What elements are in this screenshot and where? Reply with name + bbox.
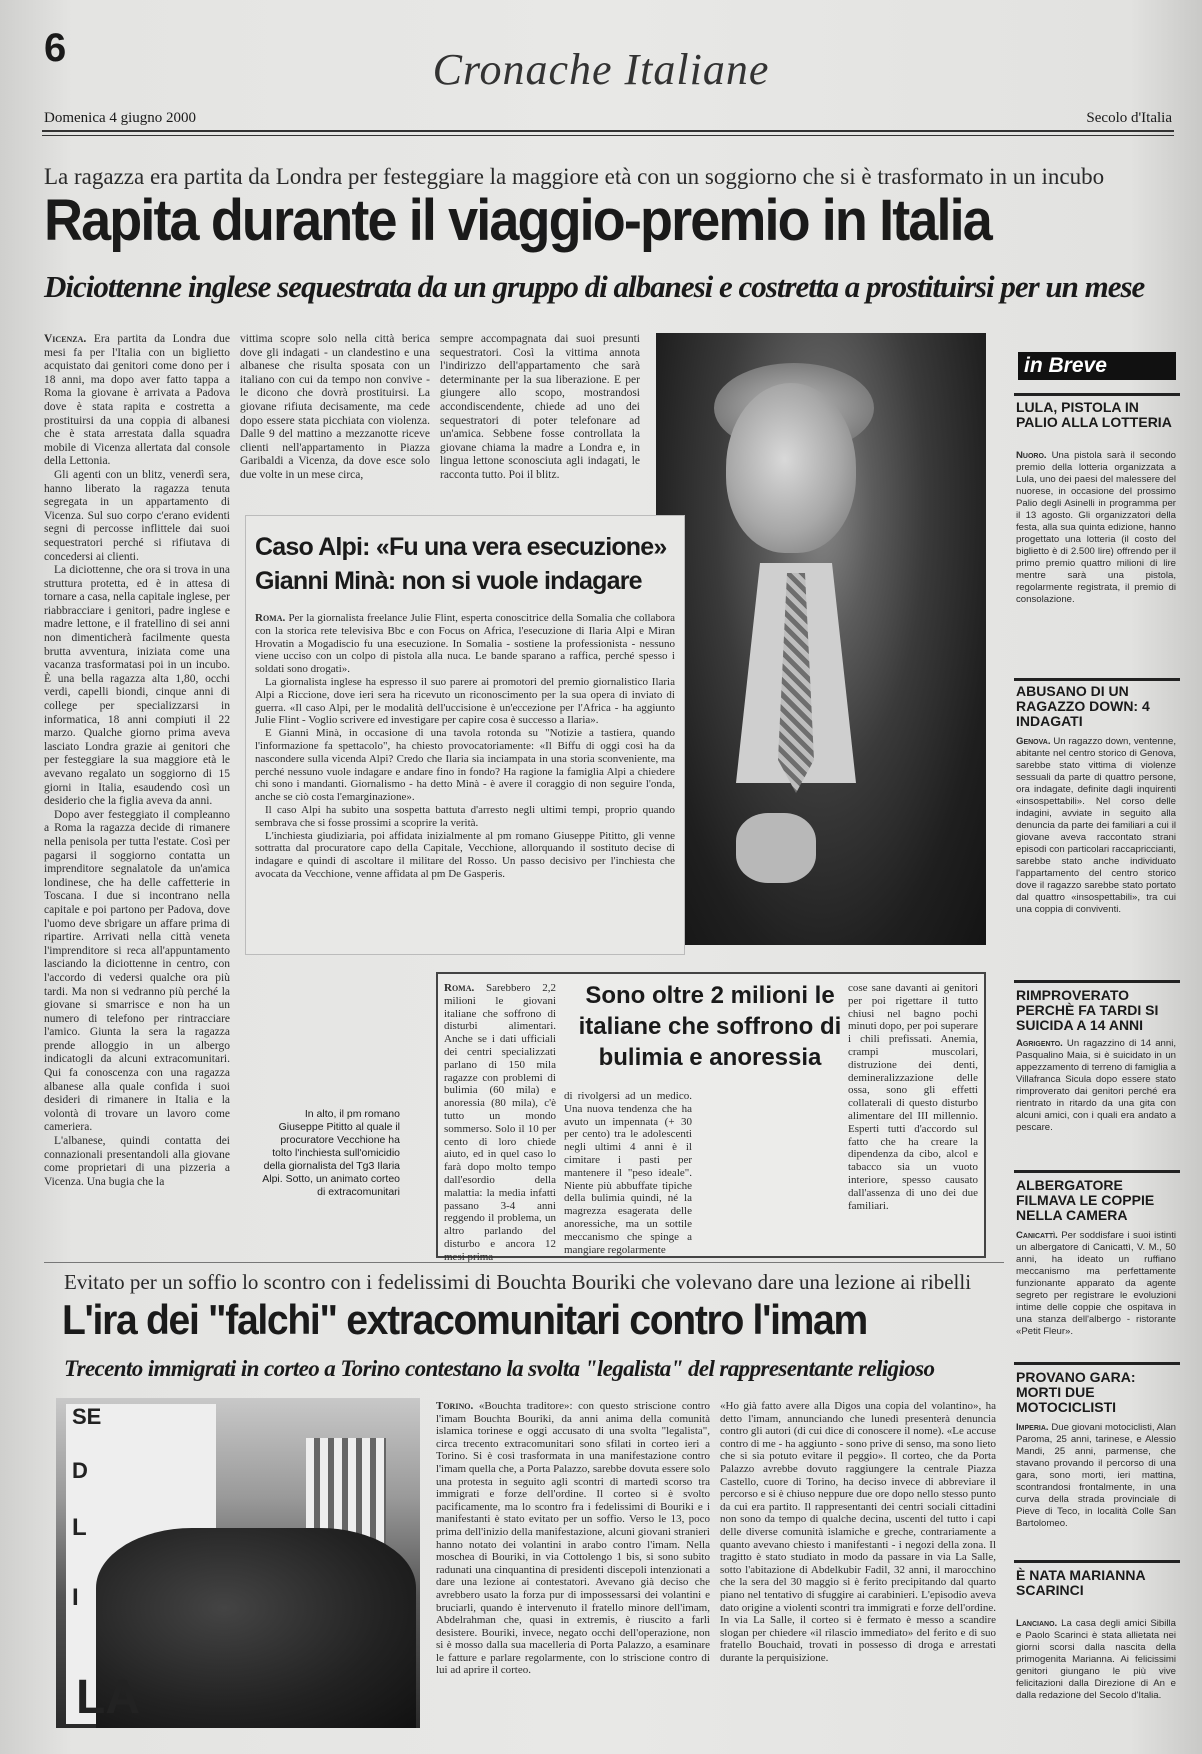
in-breve-header: in Breve: [1018, 352, 1176, 380]
brief-dateline: Canicattì.: [1016, 1230, 1058, 1241]
banner-text: L: [72, 1514, 87, 1541]
alpi-paragraph: E Gianni Minà, in occasione di una tavola rotonda su "Notizie a tastiera, quando l'informazione fa spettacolo", ha chiesto provocatoriamente: «Il Biffu di oggi così ha da nascondere sulla vicenda Alpi? Credo che Ilaria sia inciampata in una storia sconveniente, ma perché nessuno vuole indagare e andare fino in fondo? Ha ragione la famiglia Alpi a chiedere chi sono i mandanti. Giornalismo - ha detto Minà - è avere il coraggio di non seguire l'onda, anche se ciò costa l'emarginazione».: [255, 727, 675, 804]
brief-title: PROVANO GARA: MORTI DUE MOTOCICLISTI: [1016, 1369, 1136, 1415]
alpi-paragraph: Per la giornalista freelance Julie Flint, esperta conoscitrice della Somalia che collabora con la storica rete televisiva Bbc e con Focus on Africa, l'esecuzione di Ilaria Alpi e Miran Hrovatin a Mogadiscio fu una esecuzione. In Somalia - sostiene la professionista - nessuno viene ucciso con un colpo di pistola alla nuca. Le bande sparano a raffica, perché spesso i soldati sono drogati».: [255, 612, 676, 676]
brief-body: Due giovani motociclisti, Alan Paroma, 25 anni, tarinese, e Alessio Mandi, 25 anni, parmense, che stavano provando il percorso di una gara, sono morti, ieri mattina, scontrandosi frontalmente, in una curva della strada provinciale di Pieve di Teco, in località Colle San Bartolomeo.: [1016, 1422, 1176, 1529]
bulimia-column-4: [848, 982, 978, 1250]
imam-subhead: Trecento immigrati in corteo a Torino contestano la svolta "legalista" del rappresentante religioso: [64, 1356, 935, 1381]
lead-kicker: La ragazza era partita da Londra per festeggiare la maggiore età con un soggiorno che si è trasformato in un incubo: [44, 164, 1105, 189]
banner-text: LA: [76, 1671, 140, 1724]
lead-paragraph: sempre accompagnata dai suoi presunti sequestratori. Così la vittima annota l'indirizzo dell'appartamento che sarà determinante per la sua liberazione. E per giungere allo scopo, mostrandosi accondiscendente, chiede ad uno dei sequestratori di poter telefonare ad un'amica. Sebbene fosse controllata la giovane chiama la madre a Londra e, in lingua lettone sconosciuta agli indagati, le racconta tutto. Poi il blitz.: [440, 333, 640, 481]
brief-text: [1016, 1422, 1176, 1552]
masthead-rule-thin: [42, 135, 1174, 136]
lead-subhead: Diciottenne inglese sequestrata da un gruppo di albanesi e costretta a prostituirsi per un mese: [44, 269, 1145, 304]
imam-paragraph: «Bouchta traditore»: con questo striscione contro l'imam Bouchta Bouriki, da anni anima della comunità islamica torinese e oggi accusato di una svolta "legalista", circa trecento extracomunitari sono sfilati in corteo ieri a Torino. Si è così trasformata in una manifestazione contro l'imam quella che, a Porta Palazzo, sarebbe dovuta essere solo una protesta in seguito agli scontri di martedì scorso tra immigrati e forze dell'ordine. Il corteo si è svolto pacificamente, ma lo scontro fra i fedelissimi di Bouriki e i manifestanti è stato evitato per un soffio. Verso le 13, poco prima dell'inizio della manifestazione, alcuni giovani stranieri hanno notato dei volantini in arabo contro l'imam. Nella moschea di Bouriki, in via Cottolengo 1 bis, si sono subito radunati una cinquantina di presidenti discepoli intenzionati a dare una lezione ai contestatori. Avevano già deciso che avrebbero usato la forza pur di impossessarsi dei volantini e bruciarli, quando è intervenuto il fratello minore dell'imam, Abdelrahman che, quasi in extremis, è riuscito a farli desistere. Bouriki, invece, negato occhi dell'operazione, non si è mosso dalla sua macelleria di Porta Palazzo, a esaminare le fatture e parlare regolarmente, con lo striscione contro di lui ad aprire il corteo.: [436, 1400, 711, 1677]
lead-paragraph: La diciottenne, che ora si trova in una struttura protetta, ed è in attesa di tornare a casa, nella capitale inglese, per riabbracciare i genitori, padre inglese e madre lettone, e il fratellino di sei anni non dimenticherà facilmente questa brutta avventura, iniziata come una vacanza trasformatasi poi in un incubo. È una bella ragazza alta 1,80, occhi verdi, capelli biondi, cinque anni di college per specializzarsi in informatica, 18 anni compiuti il 22 marzo. Qualche giorno prima aveva lasciato Londra grazie ai genitori che per festeggiare la sua maggiore età le avevano regalato un soggiorno di 15 giorni in Italia, esaudendo così un desiderio che la figlia aveva da anni.: [44, 564, 230, 808]
section-title: Cronache Italiane: [432, 45, 770, 94]
imam-paragraph: «Ho già fatto avere alla Digos una copia del volantino», ha detto l'imam, annunciando che lunedì presenterà denuncia contro gli autori (di cui dice di conoscere il nome). «Le accuse contro di me - ha aggiunto - sono prive di senso, ma sono lieto che si sia potuto evitare il peggio». Il corteo, che da Porta Palazzo avrebbe dovuto raggiungere la centrale Piazza Castello, cuore di Torino, ha deciso invece di abbreviare il percorso e si è chiuso neppure due ore dopo nello stesso punto da cui era partito. Il rappresentanti dei centri sociali cittadini non sono da tempo di qualche decina, uscenti del tutto i capi delle diverse comunità islamiche e greche, contrariamente a quanto avevano chiesto i manifestanti - i negozi della zona. Il tragitto è stato studiato in modo da passare in via La Salle, sotto l'abitazione di Abdelkubir Fadil, 32 anni, il marocchino che la sera del 30 maggio si è ferito precipitando dal quarto piano nel tentativo di sfuggire ai carabinieri. L'episodio aveva dato origine a violenti scontri tra immigrati e forze dell'ordine. In via La Salle, il corteo si è fermato è messo a scandire slogan per chiedere «il rilascio immediato» del ferito e di suo fratello Bouchaid, trovati in possesso di droga e arrestati durante la perquisizione.: [720, 1400, 996, 1664]
alpi-headline-line-1: Caso Alpi: «Fu una vera esecuzione»: [255, 533, 667, 561]
imam-column-1: [436, 1400, 710, 1742]
photo-caption: In alto, il pm romano Giuseppe Pititto al quale il procuratore Vecchione ha tolto l'inchiesta sull'omicidio della giornalista del Tg3 Ilaria Alpi. Sotto, un animato corteo di extracomunitari: [262, 1108, 400, 1198]
brief-dateline: Genova.: [1016, 736, 1051, 747]
brief-text: [1016, 450, 1176, 698]
alpi-body: [255, 612, 675, 947]
banner-text: D: [72, 1458, 88, 1483]
brief-body: La casa degli amici Sibilla e Paolo Scarinci è stata allietata nei giorni scorsi dalla nascita della primogenita Marianna. Ai felicissimi genitori giungano le più vive felicitazioni dalla Direzione di An e dalla redazione del Secolo d'Italia.: [1016, 1618, 1176, 1701]
brief-divider: [1014, 1170, 1180, 1173]
lead-dateline: Vicenza.: [44, 333, 87, 345]
brief-dateline: Imperia.: [1016, 1422, 1049, 1433]
brief-title: RIMPROVERATO PERCHÈ FA TARDI SI SUICIDA A 14 ANNI: [1016, 987, 1159, 1033]
bulimia-paragraph: Sarebbero 2,2 milioni le giovani italiane che soffrono di disturbi alimentari. Anche se i dati ufficiali dei centri specializzati parlano di 150 mila ragazze con problemi di bulimia (60 mila) e anoressia (80 mila), c'è tutto un mondo sommerso. Solo il 10 per cento di loro chiede aiuto, ed in quel caso lo farà dopo molto tempo dall'esordio della malattia: la media infatti passano 3-4 anni reggendo il problema, un altro parlando del disturbo e ancora 12 mesi prima: [444, 982, 556, 1263]
issue-date: Domenica 4 giugno 2000: [44, 110, 197, 126]
brief-divider: [1014, 1560, 1180, 1563]
brief-divider: [1014, 678, 1180, 681]
masthead-rule: [42, 130, 1174, 132]
brief-text: [1016, 1038, 1176, 1162]
imam-dateline: Torino.: [436, 1400, 474, 1412]
alpi-paragraph: L'inchiesta giudiziaria, poi affidata inizialmente al pm romano Giuseppe Pititto, gli venne sottratta dal procuratore capo della Capitale, Vecchione, allorquando il sostituto decise di indagare e quindi di ascoltare il militare del Rosso. Un passo decisivo per l'inchiesta che avocata da Vecchione, venne affidata al pm De Gasperis.: [255, 829, 675, 880]
brief-text: [1016, 736, 1176, 968]
lead-paragraph: Gli agenti con un blitz, venerdì sera, hanno liberato la ragazza tenuta segregata in un appartamento di Vicenza. Sul suo corpo c'erano evidenti segni di percosse inflittele dai suoi sequestratori perché si rifiutava di concedersi ai clienti.: [44, 468, 230, 563]
brief-title: ABUSANO DI UN RAGAZZO DOWN: 4 INDAGATI: [1016, 683, 1150, 729]
imam-headline: L'ira dei "falchi" extracomunitari contro l'imam: [62, 1296, 867, 1343]
alpi-headline-line-2: Gianni Minà: non si vuole indagare: [255, 567, 642, 595]
imam-column-2: [720, 1400, 996, 1742]
lead-column-2: [240, 333, 430, 501]
brief-dateline: Lanciano.: [1016, 1618, 1058, 1629]
bulimia-column-1: [444, 982, 556, 1263]
brief-body: Un ragazzino di 14 anni, Pasqualino Maia, si è suicidato in un appezzamento di terreno di famiglia a Villafranca Sicula dopo essere stato rimproverato dai genitori perché era rientrato in ritardo da una gita con alcuni amici, con i quali era andato a pescare.: [1016, 1038, 1176, 1133]
lead-headline: Rapita durante il viaggio-premio in Italia: [44, 188, 991, 253]
lead-paragraph: Dopo aver festeggiato il compleanno a Roma la ragazza decide di rimanere nella penisola per tutta l'estate. Così per pagarsi il soggiorno contatta un imprenditore segnalatole da un'amica londinese, che ha delle caffetterie in Toscana. I due si incontrano nella capitale e poi partono per Padova, dove l'uomo deve sbrigare un affare prima di ripartire. Arrivati nella città veneta l'imprenditore si reca all'appuntamento lasciando la diciottenne in centro, con l'accordo di vedersi qualche ora più tardi. Ma non si vedranno più perché la giovane si smarrisce e non ha un numero di telefono per rintracciare l'amico. Giunta la sera la ragazza prende alloggio in un albergo indicatogli da alcuni extracomunitari. Qui fa conoscenza con una ragazza albanese alla quale confida i suoi desideri di rimanere in Italia e la volontà di trovare un lavoro come cameriera.: [44, 808, 230, 1134]
brief-divider: [1014, 1362, 1180, 1365]
brief-title: LULA, PISTOLA IN PALIO ALLA LOTTERIA: [1016, 399, 1172, 430]
brief-body: Una pistola sarà il secondo premio della lotteria organizzata a Lula, uno dei paesi del malessere del nuorese, in occasione del prossimo Palio degli Asinelli in programma per il 13 agosto. Gli organizzatori della festa, alla sua quinta edizione, hanno progettato una lotteria (il costo del biglietto è di 2.500 lire) offrendo per il primo premio quattro milioni di lire mentre sarà una pistola, regolarmente registrata, il premio di consolazione.: [1016, 450, 1176, 605]
brief-text: [1016, 1618, 1176, 1744]
page-number: 6: [44, 26, 67, 70]
portrait-photo: [656, 333, 986, 945]
lead-column-1: [44, 333, 230, 1263]
lead-column-3: [440, 333, 640, 501]
bulimia-paragraph: cose sane davanti ai genitori per poi rigettare il tutto chiusi nel bagno pochi minuti dopo, per poi superare i chili prefissati. Anemia, crampi muscolari, distruzione dei denti, demineralizzazione delle ossa, sono gli effetti collaterali di questo disturbo alimentare del III millennio. Esperti tutti d'accordo sul fatto che ha creare la dipendenza da cibo, alcol e tabacco sia un vuoto interiore, spesso causato dall'assenza di uno dei due familiari.: [848, 982, 978, 1212]
bulimia-column-2: [564, 1090, 692, 1256]
brief-divider: [1014, 393, 1180, 396]
banner-text: I: [72, 1584, 79, 1611]
brief-body: Un ragazzo down, ventenne, abitante nel centro storico di Genova, sarebbe stato vittima di violenze sessuali da parte di quattro persone, ora indagate, definite dagli inquirenti «insospettabili». Nel corso delle indagini, avviate in seguito alla denuncia da parte dei familiari a cui il giovane aveva raccontato strani episodi con particolari raccapriccianti, sarebbe stato anche individuato l'appartamento del centro storico dove il ragazzo sarebbe stato portato dal quattro «insospettabili», tra cui una coppia di conviventi.: [1016, 736, 1176, 915]
brief-divider: [1014, 980, 1180, 983]
bulimia-paragraph: di rivolgersi ad un medico. Una nuova tendenza che ha avuto un impennata (+ 30 per cento) tra le adolescenti negli ultimi 4 anni è il cimitare i pasti per mantenere il "peso ideale". Niente più abbuffate tipiche della bulimia quindi, né la magrezza esagerata delle anoressiche, ma un sottile meccanismo che spinge a mangiare regolarmente: [564, 1090, 692, 1256]
brief-dateline: Nuoro.: [1016, 450, 1047, 461]
lead-paragraph: Era partita da Londra due mesi fa per l'Italia con un biglietto acquistato dai genitori come dono per i 18 anni, ma dopo aver fatto tappa a Roma la giovane è arrivata a Padova dove è stata rapita e costretta a prostituirsi da una coppia di albanesi che è stata arrestata dalla squadra mobile di Vicenza allertata dal console della Lettonia.: [44, 333, 231, 468]
brief-body: Per soddisfare i suoi istinti un albergatore di Canicattì, V. M., 50 anni, ha ideato un ruffiano meccanismo ma perfettamente funzionante apparato da agente segreto per registrare le evoluzioni intime delle coppie che ospitava in una stanza dell'albergo - ristorante «Petit Fleur».: [1016, 1230, 1176, 1337]
imam-kicker: Evitato per un soffio lo scontro con i fedelissimi di Bouchta Bouriki che volevano dare una lezione ai ribelli: [64, 1270, 972, 1294]
brief-title: ALBERGATORE FILMAVA LE COPPIE NELLA CAMERA: [1016, 1177, 1155, 1223]
brief-title: È NATA MARIANNA SCARINCI: [1016, 1567, 1146, 1598]
alpi-paragraph: Il caso Alpi ha subito una sospetta battuta d'arresto negli ultimi tempi, proprio quando sembrava che si fosse prossimi a scoprire la verità.: [255, 803, 675, 829]
brief-dateline: Agrigento.: [1016, 1038, 1063, 1049]
brief-text: [1016, 1230, 1176, 1354]
bulimia-dateline: Roma.: [444, 982, 475, 994]
lead-paragraph: vittima scopre solo nella città berica dove gli indagati - un clandestino e una albanese che risulta sposata con un italiano con cui da tempo non convive - le dicono che dovrà prostituirsi. La giovane rifiuta decisamente, ma cede dopo essere stata picchiata con violenza. Dalle 9 del mattino a mezzanotte riceve clienti nell'appartamento in Piazza Garibaldi a Vicenza, da dove esce solo due volte in un mese circa,: [240, 333, 430, 481]
alpi-paragraph: La giornalista inglese ha espresso il suo parere ai promotori del premio giornalistico Ilaria Alpi a Riccione, dove ieri sera ha ricevuto un riconoscimento per la sua opera di inviato di guerra. «Il caso Alpi, per le modalità dell'uccisione è un'eccezione per l'Africa - ha aggiunto Julie Flint - Voglio scrivere ed investigare per capire cosa è successo a Ilaria».: [255, 675, 675, 727]
story-divider: [44, 1262, 1004, 1263]
banner-text: SE: [72, 1404, 102, 1429]
bulimia-headline: Sono oltre 2 milioni le italiane che soffrono di bulimia e anoressia: [578, 982, 842, 1071]
alpi-headline: [255, 530, 675, 598]
lead-paragraph: L'albanese, quindi contatta dei connazionali presentandoli alla giovane come proprietari di una pizzeria a Vicenza. Una bugia che la: [44, 1135, 230, 1188]
bulimia-column-3: [700, 1090, 840, 1250]
alpi-dateline: Roma.: [255, 612, 286, 624]
newspaper-name: Secolo d'Italia: [1086, 110, 1172, 126]
protest-photo: [56, 1398, 420, 1728]
